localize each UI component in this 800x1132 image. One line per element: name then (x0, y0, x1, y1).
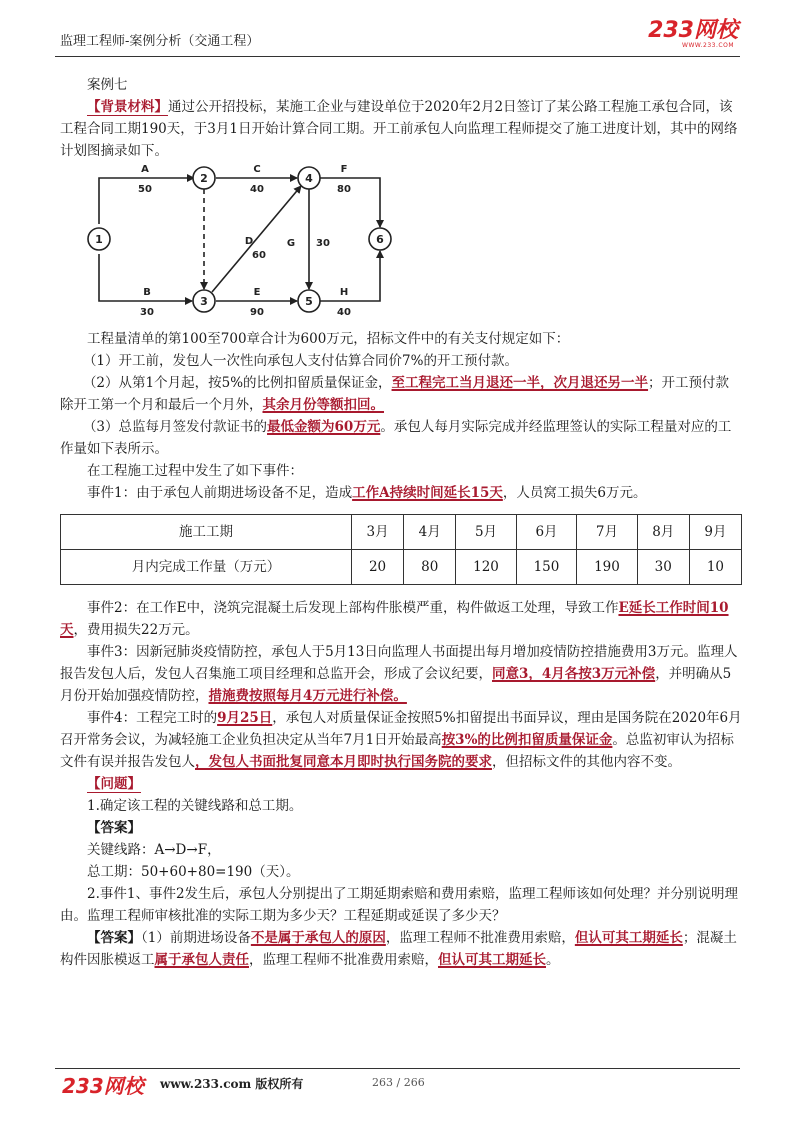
event-4: 事件4：工程完工时的9月25日，承包人对质量保证金按照5%扣留提出书面异议，理由是国务院在2020年6月召开常务会议，为减轻施工企业负担决定从当年7月1日开始最高按3%的比例扣留质量保证金。总监初审认为招标文件有误并报告发包人，发包人书面批复同意本月即时执行国务院的要求，但招标文件的其他内容不变。 (60, 710, 742, 770)
table-value: 190 (577, 550, 637, 585)
background-paragraph (60, 96, 742, 162)
activity-b-duration: 30 (140, 307, 154, 318)
rule-2-highlight-1: 至工程完工当月退还一半，次月退还另一半 (391, 375, 649, 391)
activity-c-name: C (253, 164, 261, 175)
activity-f-name: F (340, 164, 348, 175)
table-month: 5月 (456, 515, 516, 550)
event-1: 事件1：由于承包人前期进场设备不足，造成工作A持续时间延长15天，人员窝工损失6万元。 (87, 485, 647, 501)
activity-h-duration: 40 (337, 307, 351, 318)
node-6-label: 6 (376, 233, 384, 246)
event-1-highlight: 工作A持续时间延长15天 (352, 485, 503, 501)
answer-1-critical-path: 关键线路：A→D→F， (87, 842, 221, 858)
workload-table (60, 514, 742, 585)
rule-2: （2）从第1个月起，按5%的比例扣留质量保证金，至工程完工当月退还一半，次月退还另一半；开工预付款除开工第一个月和最后一个月外，其余月份等额扣回。 (60, 375, 730, 413)
events-intro: 在工程施工过程中发生了如下事件： (87, 463, 303, 479)
table-month: 8月 (637, 515, 689, 550)
answer-2-highlight-3: 属于承包人责任 (154, 952, 249, 968)
footer-copyright: www.233.com 版权所有 (160, 1077, 304, 1091)
footer-logo[interactable]: 233网校 (62, 1074, 144, 1098)
table-value: 150 (516, 550, 576, 585)
footer-divider (55, 1068, 740, 1069)
event-4-highlight-1: 9月25日 (217, 710, 273, 726)
activity-c-duration: 40 (250, 184, 264, 195)
brand-logo[interactable]: 233网校 (648, 18, 738, 43)
activity-a-duration: 50 (138, 184, 152, 195)
network-diagram (60, 164, 742, 324)
answer-2-highlight-1: 不是属于承包人的原因 (250, 930, 386, 946)
activity-f-duration: 80 (337, 184, 351, 195)
payment-paragraph: 工程量清单的第100至700章合计为600万元，招标文件中的有关支付规定如下： (87, 331, 570, 347)
brand-logo-subtitle: WWW.233.COM (682, 42, 734, 49)
event-2-highlight: E延长工作时间10天 (60, 600, 729, 638)
activity-d-duration: 60 (252, 250, 266, 261)
header-divider (55, 56, 740, 57)
network-diagram-svg (85, 164, 425, 322)
answer-2-highlight-4: 但认可其工期延长 (438, 952, 546, 968)
node-1-label: 1 (95, 233, 103, 246)
answer-2-highlight-2: 但认可其工期延长 (574, 930, 683, 946)
node-4-label: 4 (305, 172, 313, 185)
table-value: 30 (637, 550, 689, 585)
event-4-highlight-3: ，发包人书面批复同意本月即时执行国务院的要求 (195, 754, 492, 770)
table-value: 20 (352, 550, 404, 585)
activity-a-name: A (141, 164, 149, 175)
table-row (61, 550, 742, 585)
answer-2: 【答案】（1）前期进场设备不是属于承包人的原因，监理工程师不批准费用索赔，但认可其工期延长；混凝土构件因胀模返工属于承包人责任，监理工程师不批准费用索赔，但认可其工期延长。 (60, 930, 737, 968)
answer-1-total-duration: 总工期：50+60+80=190（天）。 (87, 864, 300, 880)
background-tag: 【背景材料】 (87, 99, 168, 115)
activity-d-name: D (244, 236, 254, 247)
event-3-highlight-1: 同意3，4月各按3万元补偿 (492, 666, 656, 682)
activity-b-name: B (143, 287, 151, 298)
table-month: 9月 (689, 515, 741, 550)
page-number: 263 / 266 (372, 1076, 425, 1089)
table-value: 80 (404, 550, 456, 585)
node-2-label: 2 (200, 172, 208, 185)
rule-3: （3）总监每月签发付款证书的最低金额为60万元。承包人每月实际完成并经监理签认的实际工程量对应的工作量如下表所示。 (60, 419, 732, 457)
table-value: 10 (689, 550, 741, 585)
event-3-highlight-2: 措施费按照每月4万元进行补偿。 (208, 688, 407, 704)
activity-e-name: E (253, 287, 261, 298)
node-3-label: 3 (200, 295, 208, 308)
activity-g-duration: 30 (316, 238, 330, 249)
activity-arrow-h (320, 251, 380, 301)
rule-1: （1）开工前，发包人一次性向承包人支付估算合同价7%的开工预付款。 (82, 353, 518, 369)
table-header-period: 施工工期 (61, 515, 352, 550)
question-2: 2.事件1、事件2发生后，承包人分别提出了工期延期索赔和费用索赔，监理工程师该如何处理？并分别说明理由。监理工程师审核批准的实际工期为多少天？工程延期或延误了多少天？ (60, 886, 739, 924)
question-heading: 【问题】 (87, 776, 141, 792)
activity-e-duration: 90 (250, 307, 264, 318)
document-body (60, 74, 742, 971)
activity-g-name: G (286, 238, 296, 249)
table-month: 6月 (516, 515, 576, 550)
table-month: 3月 (352, 515, 404, 550)
table-header-workload: 月内完成工作量（万元） (61, 550, 352, 585)
case-title: 案例七 (87, 77, 128, 93)
node-5-label: 5 (305, 295, 313, 308)
rule-2-highlight-2: 其余月份等额扣回。 (262, 397, 384, 413)
table-row (61, 515, 742, 550)
activity-h-name: H (339, 287, 349, 298)
event-3: 事件3：因新冠肺炎疫情防控，承包人于5月13日向监理人书面提出每月增加疫情防控措施费用3万元。监理人报告发包人后，发包人召集施工项目经理和总监开会，形成了会议纪要，同意3，4月各按3万元补偿，并明确从5月份开始加强疫情防控，措施费按照每月4万元进行补偿。 (60, 644, 738, 704)
table-month: 7月 (577, 515, 637, 550)
background-text: 通过公开招投标，某施工企业与建设单位于2020年2月2日签订了某公路工程施工承包合同，该工程合同工期190天，于3月1日开始计算合同工期。开工前承包人向监理工程师提交了施工进度计划，其中的网络计划图摘录如下。 (60, 99, 738, 159)
event-2: 事件2：在工作E中，浇筑完混凝土后发现上部构件胀模严重，构件做返工处理，导致工作E延长工作时间10天，费用损失22万元。 (60, 600, 729, 638)
answer-heading: 【答案】 (87, 820, 141, 836)
table-value: 120 (456, 550, 516, 585)
table-month: 4月 (404, 515, 456, 550)
event-4-highlight-2: 按3%的比例扣留质量保证金 (441, 732, 613, 748)
question-1: 1.确定该工程的关键线路和总工期。 (87, 798, 303, 814)
rule-3-highlight: 最低金额为60万元 (267, 419, 381, 435)
header-title: 监理工程师-案例分析（交通工程） (60, 34, 260, 49)
